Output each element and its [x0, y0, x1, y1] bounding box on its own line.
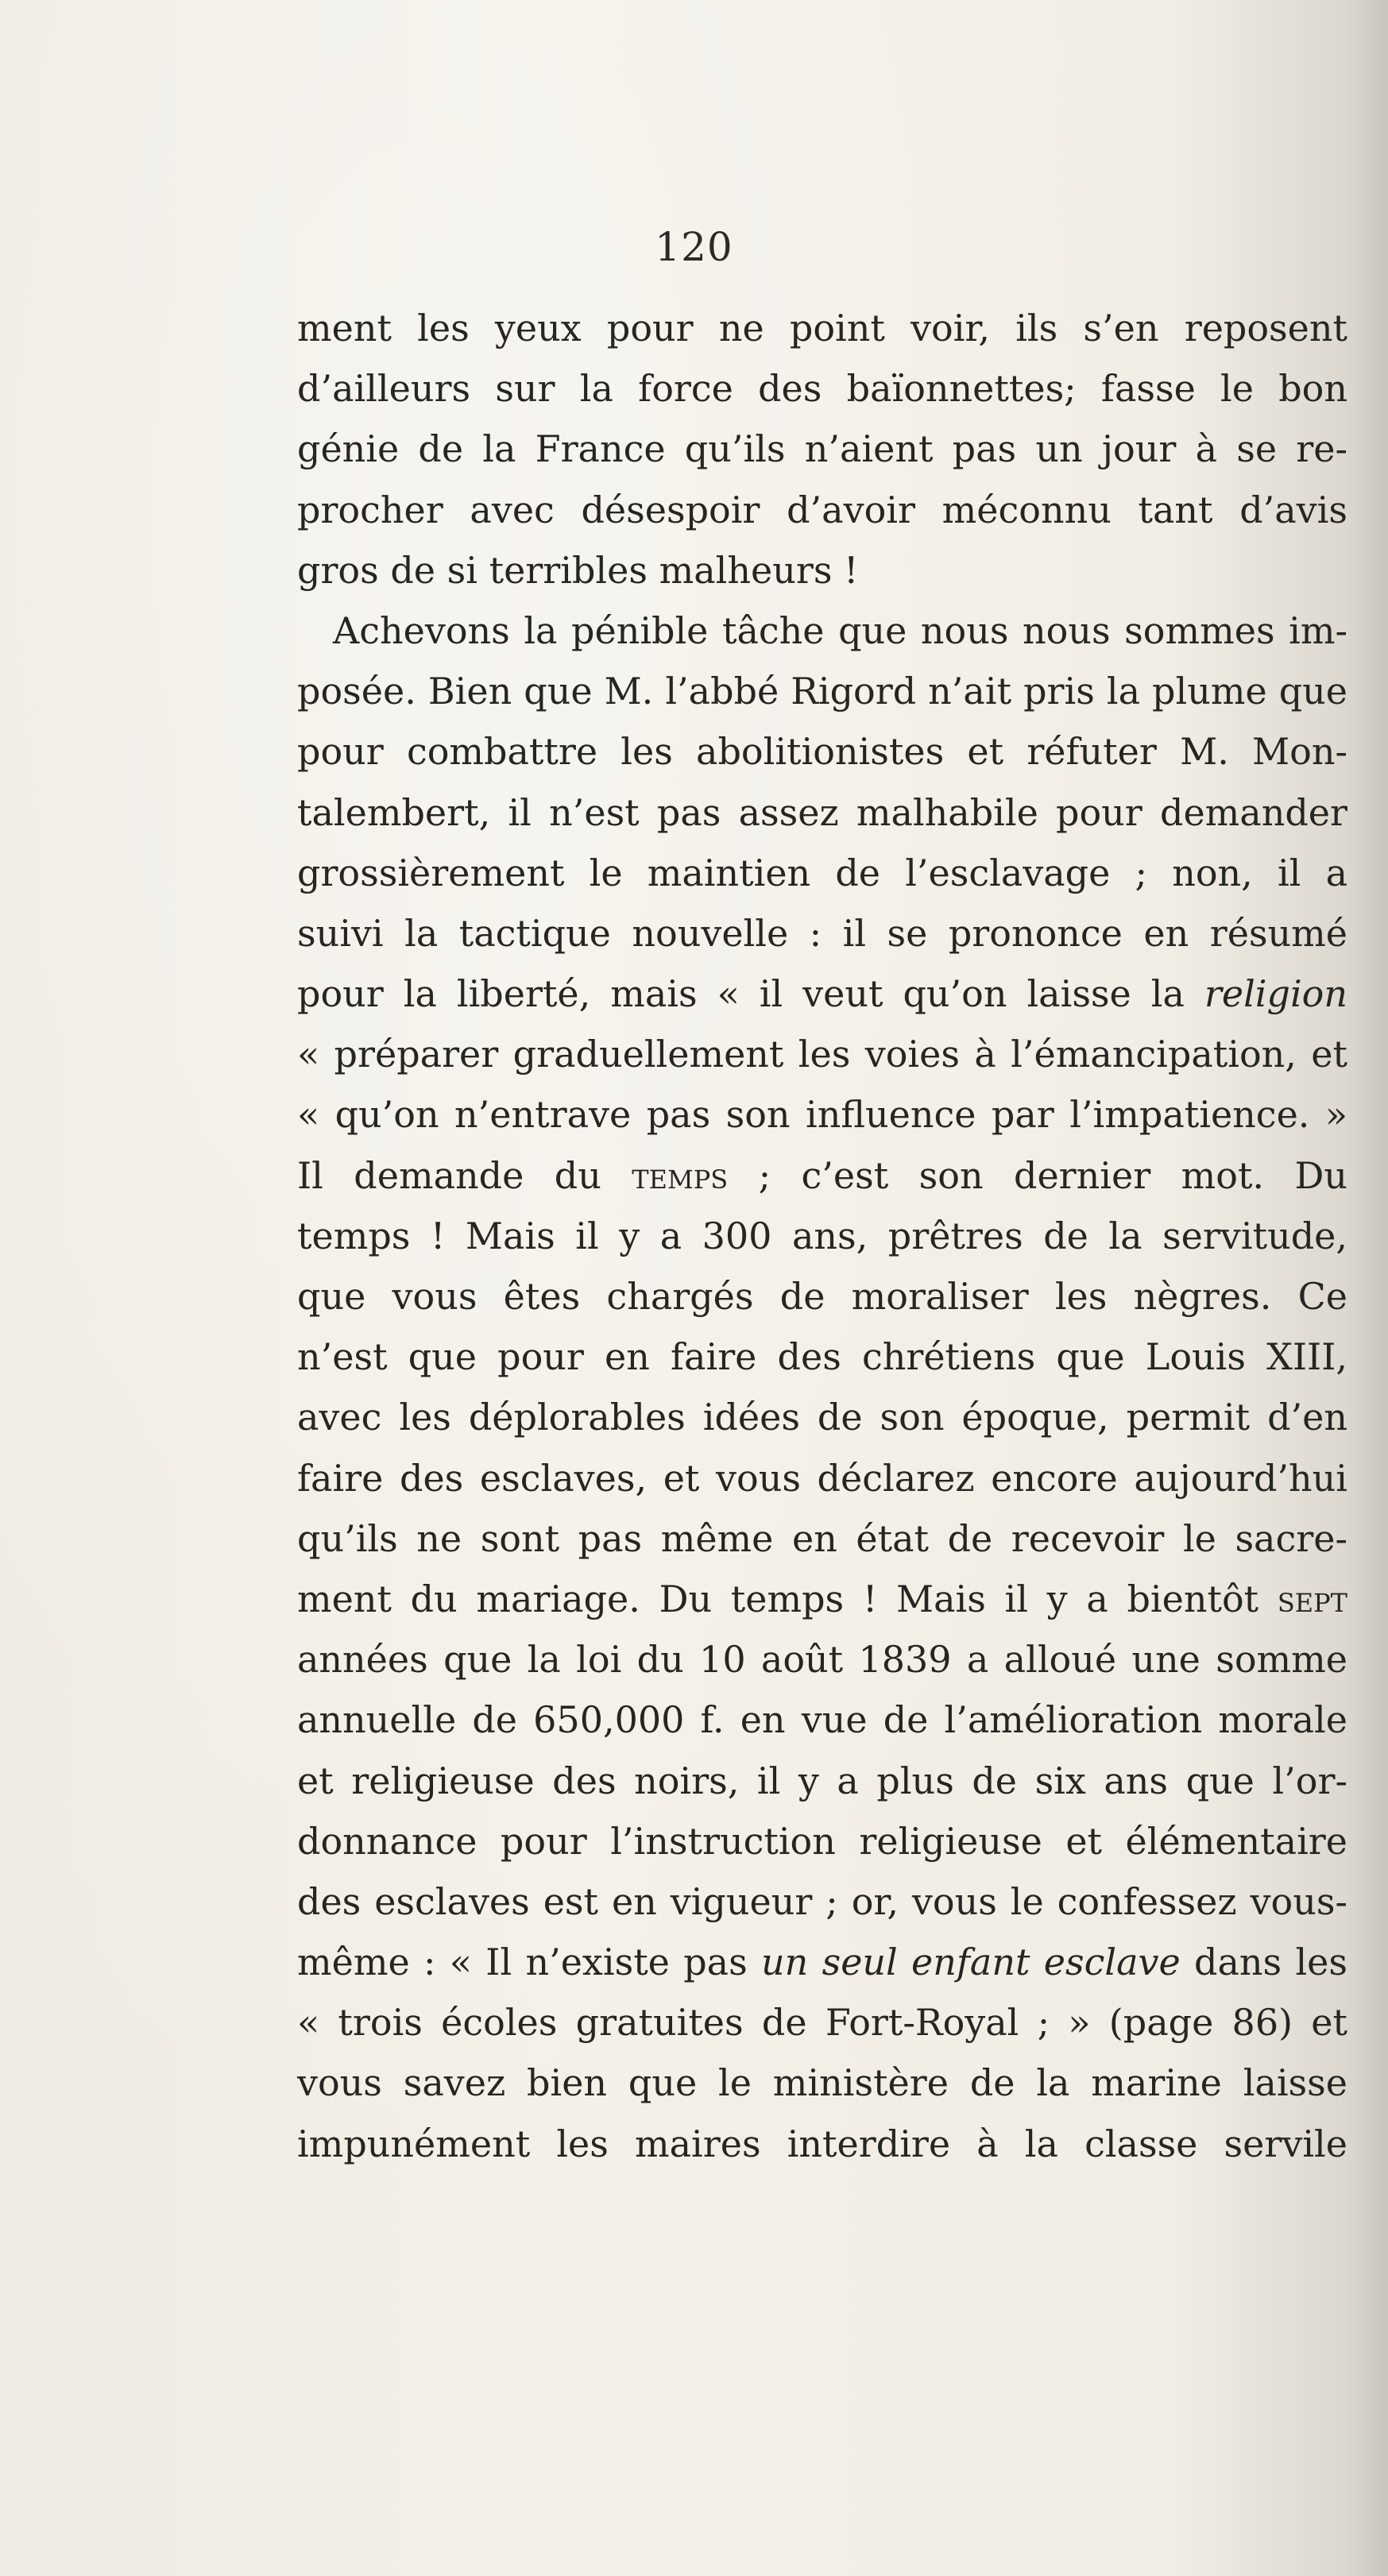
- text-line: « trois écoles gratuites de Fort-Royal ; » (page 86) et: [297, 2001, 1347, 2045]
- text-line: ment les yeux pour ne point voir, ils s’en reposent: [297, 307, 1347, 350]
- text-line: impunément les maires interdire à la classe servile: [297, 2122, 1347, 2165]
- text-line: qu’ils ne sont pas même en état de recevoir le sacre-: [297, 1516, 1347, 1560]
- text-line: talembert, il n’est pas assez malhabile pour demander: [297, 790, 1347, 834]
- text-line: suivi la tactique nouvelle : il se prononce en résumé: [297, 911, 1347, 955]
- text-line: vous savez bien que le ministère de la marine laisse: [297, 2061, 1347, 2105]
- text-line: temps ! Mais il y a 300 ans, prêtres de la servitude,: [297, 1214, 1347, 1257]
- text-line: donnance pour l’instruction religieuse et élémentaire: [297, 1819, 1347, 1863]
- text-line: faire des esclaves, et vous déclarez encore aujourd’hui: [297, 1456, 1347, 1500]
- text-line: posée. Bien que M. l’abbé Rigord n’ait pris la plume que: [297, 670, 1347, 713]
- text-line: grossièrement le maintien de l’esclavage ; non, il a: [297, 851, 1347, 894]
- text-line: d’ailleurs sur la force des baïonnettes; fasse le bon: [297, 367, 1347, 411]
- small-caps-text: sept: [1277, 1577, 1347, 1620]
- page-number: 120: [655, 224, 733, 270]
- text-line: gros de si terribles malheurs !: [297, 548, 859, 592]
- text-line: [297, 1569, 1347, 1629]
- text-line: et religieuse des noirs, il y a plus de six ans que l’or-: [297, 1759, 1347, 1802]
- text-segment: dans les: [1180, 1941, 1348, 1984]
- text-line: annuelle de 650,000 f. en vue de l’amélioration morale: [297, 1698, 1347, 1742]
- text-segment: pour la liberté, mais « il veut qu’on laisse la: [297, 972, 1204, 1016]
- text-line: « qu’on n’entrave pas son influence par l’impatience. »: [297, 1093, 1347, 1137]
- text-segment: ; c’est son dernier mot. Du: [728, 1153, 1347, 1197]
- text-line: [297, 1145, 1347, 1206]
- text-line: des esclaves est en vigueur ; or, vous le confessez vous-: [297, 1879, 1347, 1923]
- text-segment: Il demande du: [297, 1153, 632, 1197]
- text-line: n’est que pour en faire des chrétiens que Louis XIII,: [297, 1335, 1347, 1379]
- text-line: avec les déplorables idées de son époque, permit d’en: [297, 1396, 1347, 1439]
- small-caps-text: temps: [632, 1153, 729, 1197]
- italic-text: religion: [1204, 972, 1347, 1016]
- text-line: années que la loi du 10 août 1839 a alloué une somme: [297, 1638, 1347, 1682]
- text-line: [297, 964, 1347, 1024]
- text-line: pour combattre les abolitionistes et réfuter M. Mon-: [297, 730, 1347, 774]
- italic-text: un seul enfant esclave: [761, 1941, 1181, 1984]
- text-line: que vous êtes chargés de moraliser les nègres. Ce: [297, 1275, 1347, 1318]
- text-segment: même : « Il n’existe pas: [297, 1941, 762, 1984]
- text-line: procher avec désespoir d’avoir méconnu tant d’avis: [297, 488, 1347, 531]
- text-line: génie de la France qu’ils n’aient pas un jour à se re-: [297, 427, 1347, 471]
- body-text: [297, 298, 1347, 2174]
- text-segment: ment du mariage. Du temps ! Mais il y a bientôt: [297, 1577, 1278, 1620]
- text-line: Achevons la pénible tâche que nous nous sommes im-: [333, 608, 1347, 652]
- text-line: « préparer graduellement les voies à l’émancipation, et: [297, 1033, 1347, 1076]
- text-line: [297, 1932, 1347, 1992]
